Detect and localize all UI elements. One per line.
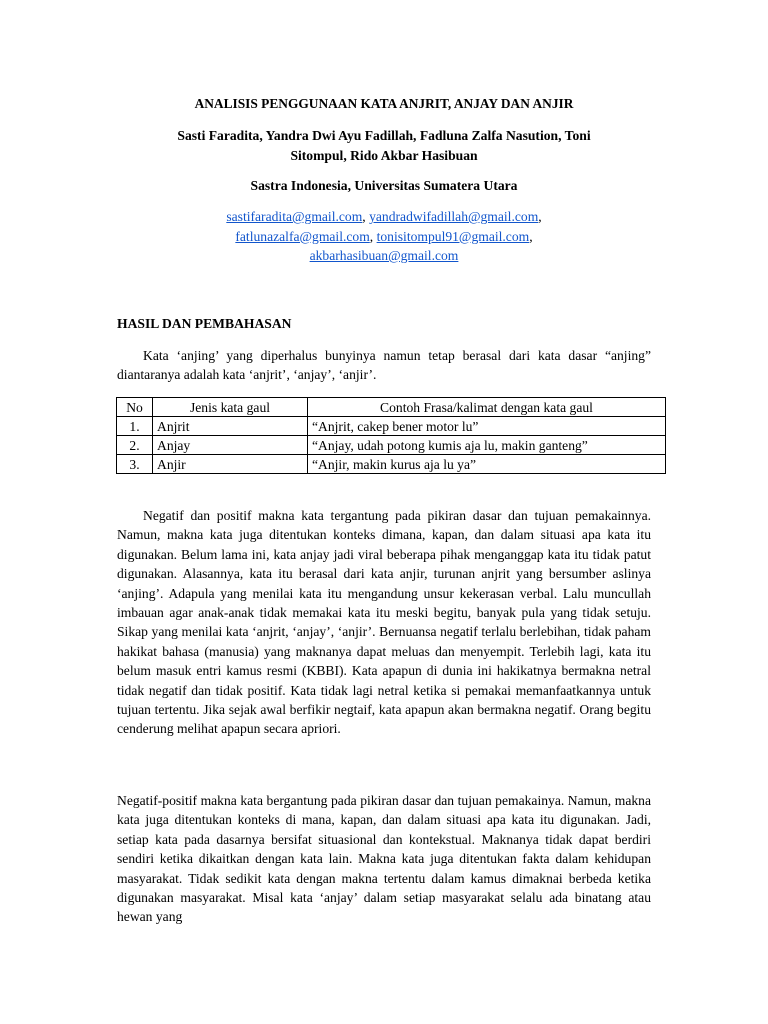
email-link[interactable]: sastifaradita@gmail.com (226, 209, 363, 224)
email-separator: , (529, 228, 533, 244)
table-row (117, 455, 666, 474)
table-cell: “Anjir, makin kurus aja lu ya” (308, 455, 666, 474)
author-list: Sasti Faradita, Yandra Dwi Ayu Fadillah, Fadluna Zalfa Nasution, Toni Sitompul, Rido Akbar Hasibuan (177, 128, 591, 163)
table-cell: 1. (117, 417, 153, 436)
intro-paragraph: Kata ‘anjing’ yang diperhalus bunyinya namun tetap berasal dari kata dasar “anjing” diantaranya adalah kata ‘anjrit’, ‘anjay’, ‘anjir’. (117, 348, 651, 383)
table-cell: Anjay (153, 436, 308, 455)
table-cell: Anjir (153, 455, 308, 474)
table-header-cell: Jenis kata gaul (153, 398, 308, 417)
email-link[interactable]: tonisitompul91@gmail.com (376, 228, 530, 244)
table-cell: “Anjrit, cakep bener motor lu” (308, 417, 666, 436)
table-header-row (117, 398, 666, 417)
table-row (117, 436, 666, 455)
email-separator: , (369, 228, 374, 244)
body-paragraph-2: Negatif-positif makna kata bergantung pada pikiran dasar dan tujuan pemakainya. Namun, makna kata juga ditentukan konteks di mana, kapan, dan dalam situasi apa kata itu digunakan. Jadi, setiap kata pada dasarnya bersifat situasional dan kontekstual. Maknanya tidak dapat berdiri sendiri ketika dikaitkan dengan kata lain. Makna kata juga ditentukan fakta dalam kehidupan masyarakat. Tidak sedikit kata dengan makna tertentu dalam kamus dimaknai berbeda ketika digunakan masyarakat. Misal kata ‘anjay’ dalam setiap masyarakat selalu ada binatang atau hewan yang (117, 793, 651, 925)
email-list (120, 207, 648, 266)
email-link[interactable]: akbarhasibuan@gmail.com (309, 248, 459, 263)
email-link[interactable]: yandradwifadillah@gmail.com (369, 209, 539, 224)
slang-examples-table (116, 397, 666, 474)
email-separator: , (362, 209, 366, 224)
email-separator: , (538, 209, 542, 224)
paper-title: ANALISIS PENGGUNAAN KATA ANJRIT, ANJAY DAN ANJIR (194, 96, 574, 111)
table-cell: “Anjay, udah potong kumis aja lu, makin ganteng” (308, 436, 666, 455)
section-heading: HASIL DAN PEMBAHASAN (117, 316, 292, 331)
table-cell: 3. (117, 455, 153, 474)
table-header-cell: Contoh Frasa/kalimat dengan kata gaul (308, 398, 666, 417)
body-paragraph-1: Negatif dan positif makna kata tergantung pada pikiran dasar dan tujuan pemakainnya. Namun, makna kata juga ditentukan konteks dimana, kapan, dan dalam situasi apa kata itu digunakan. Belum lama ini, kata anjay jadi viral beberapa pihak menganggap kata itu tidak patut digunakan. Alasannya, kata itu berasal dari kata anjir, turunan anjrit yang bersumber aslinya ‘anjing’. Adapula yang menilai kata itu mengandung unsur kekerasan verbal. Lalu muncullah imbauan agar anak-anak tidak memakai kata itu meski begitu, banyak pula yang tidak setuju. Sikap yang menilai kata ‘anjrit, ‘anjay’, ‘anjir’. Bernuansa negatif terlalu berlebihan, tidak paham hakikat bahasa (manusia) yang maknanya dapat meluas dan menyempit. Terlebih lagi, kata itu belum masuk entri kamus resmi (KBBI). Kata apapun di dunia ini hakikatnya bermakna netral tidak negatif dan tidak positif. Kata tidak lagi netral ketika si pemakai memanfaatkannya untuk tujuan tertentu. Jika sejak awal berfikir negtaif, kata apapun akan bermakna negatif. Orang begitu cenderung melihat apapun secara apriori. (117, 508, 651, 737)
table-cell: 2. (117, 436, 153, 455)
table-header-cell: No (117, 398, 153, 417)
email-link[interactable]: fatlunazalfa@gmail.com (235, 228, 370, 244)
affiliation: Sastra Indonesia, Universitas Sumatera Utara (250, 178, 518, 193)
table-row (117, 417, 666, 436)
table-cell: Anjrit (153, 417, 308, 436)
